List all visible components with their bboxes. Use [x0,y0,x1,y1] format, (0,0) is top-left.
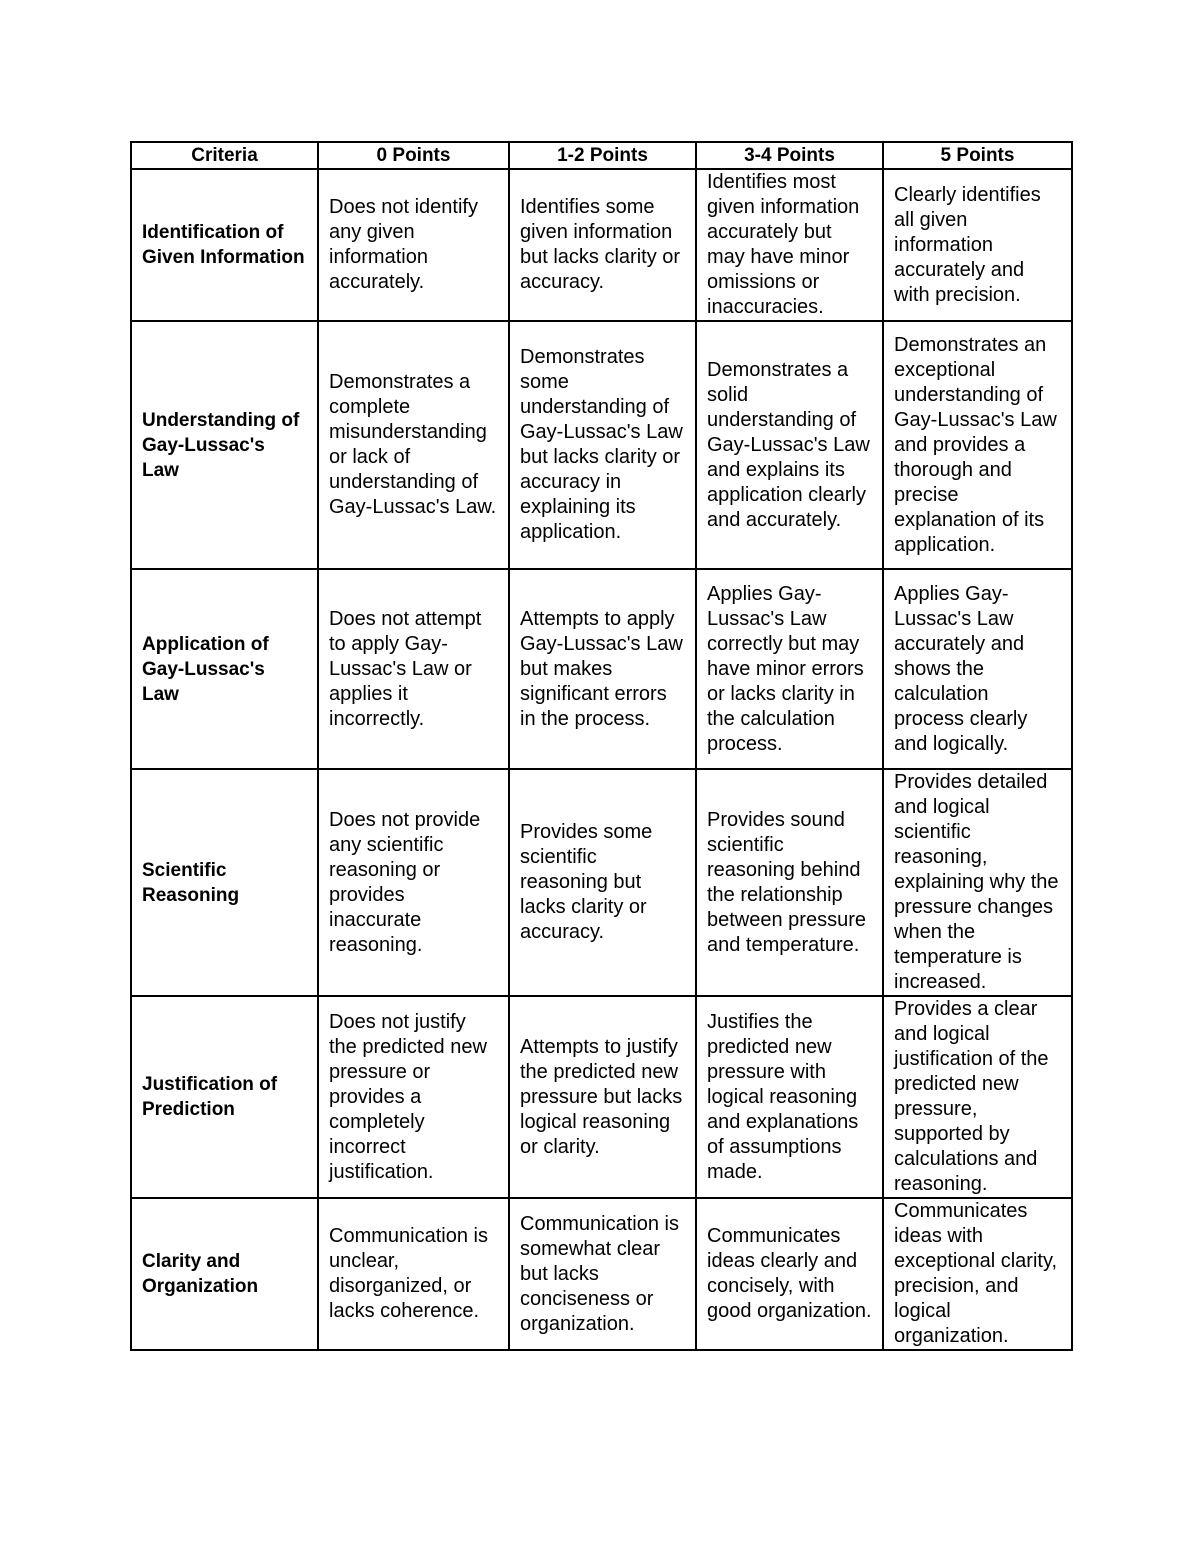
criteria-cell: Understanding of Gay-Lussac's Law [131,321,318,569]
score-3-4-cell: Identifies most given information accurately but may have minor omissions or inaccuracies. [696,169,883,321]
criteria-cell: Justification of Prediction [131,996,318,1198]
score-0-cell: Communication is unclear, disorganized, or lacks coherence. [318,1198,509,1350]
score-3-4-cell: Demonstrates a solid understanding of Gay-Lussac's Law and explains its application clearly and accurately. [696,321,883,569]
score-5-cell: Provides a clear and logical justification of the predicted new pressure, supported by calculations and reasoning. [883,996,1072,1198]
rubric-table [130,141,1073,1351]
header-3-4-points: 3-4 Points [696,142,883,169]
score-1-2-cell: Attempts to justify the predicted new pressure but lacks logical reasoning or clarity. [509,996,696,1198]
table-row [131,321,1072,569]
score-3-4-cell: Provides sound scientific reasoning behind the relationship between pressure and temperature. [696,769,883,996]
header-criteria: Criteria [131,142,318,169]
score-0-cell: Does not identify any given information accurately. [318,169,509,321]
score-3-4-cell: Justifies the predicted new pressure with logical reasoning and explanations of assumptions made. [696,996,883,1198]
header-1-2-points: 1-2 Points [509,142,696,169]
score-0-cell: Does not attempt to apply Gay-Lussac's Law or applies it incorrectly. [318,569,509,769]
criteria-cell: Clarity and Organization [131,1198,318,1350]
table-row [131,569,1072,769]
header-5-points: 5 Points [883,142,1072,169]
score-0-cell: Demonstrates a complete misunderstanding or lack of understanding of Gay-Lussac's Law. [318,321,509,569]
score-3-4-cell: Applies Gay-Lussac's Law correctly but may have minor errors or lacks clarity in the calculation process. [696,569,883,769]
score-5-cell: Clearly identifies all given information accurately and with precision. [883,169,1072,321]
header-row [131,142,1072,169]
score-1-2-cell: Provides some scientific reasoning but lacks clarity or accuracy. [509,769,696,996]
score-3-4-cell: Communicates ideas clearly and concisely, with good organization. [696,1198,883,1350]
criteria-cell: Identification of Given Information [131,169,318,321]
score-1-2-cell: Attempts to apply Gay-Lussac's Law but makes significant errors in the process. [509,569,696,769]
score-1-2-cell: Communication is somewhat clear but lacks conciseness or organization. [509,1198,696,1350]
score-0-cell: Does not provide any scientific reasoning or provides inaccurate reasoning. [318,769,509,996]
score-0-cell: Does not justify the predicted new pressure or provides a completely incorrect justification. [318,996,509,1198]
score-5-cell: Communicates ideas with exceptional clarity, precision, and logical organization. [883,1198,1072,1350]
table-row [131,169,1072,321]
score-1-2-cell: Demonstrates some understanding of Gay-Lussac's Law but lacks clarity or accuracy in explaining its application. [509,321,696,569]
score-5-cell: Demonstrates an exceptional understanding of Gay-Lussac's Law and provides a thorough and precise explanation of its application. [883,321,1072,569]
table-row [131,769,1072,996]
header-0-points: 0 Points [318,142,509,169]
table-row [131,1198,1072,1350]
score-5-cell: Provides detailed and logical scientific reasoning, explaining why the pressure changes when the temperature is increased. [883,769,1072,996]
score-1-2-cell: Identifies some given information but lacks clarity or accuracy. [509,169,696,321]
criteria-cell: Scientific Reasoning [131,769,318,996]
score-5-cell: Applies Gay-Lussac's Law accurately and shows the calculation process clearly and logically. [883,569,1072,769]
table-row [131,996,1072,1198]
criteria-cell: Application of Gay-Lussac's Law [131,569,318,769]
